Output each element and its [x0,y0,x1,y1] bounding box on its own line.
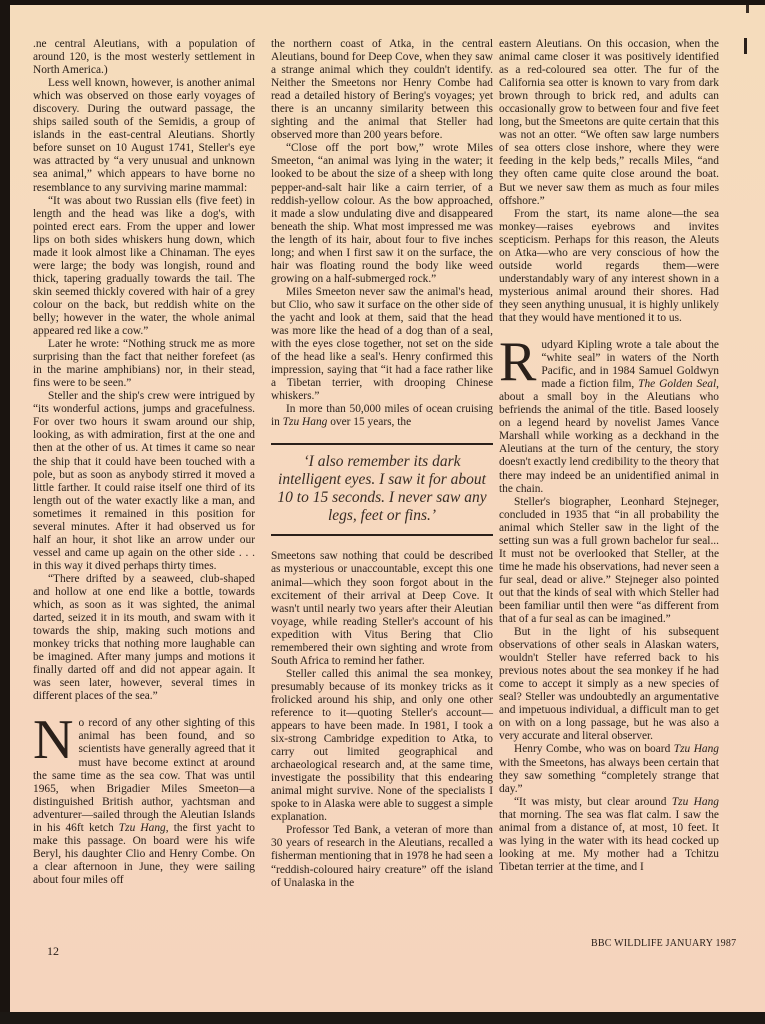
paragraph: Later he wrote: “Nothing struck me as more surprising than the fact that neither forefeet (as in the marine amphibians) nor, in their stead, fins were to be seen.” [33,338,255,390]
paragraph: Steller and the ship's crew were intrigued by “its wonderful actions, jumps and gracefulness. For over two hours it swam around our ship, looking, as with admiration, first at the one and then at the other of us. At times it came so near the ship that it could have been touched with a pole, but as soon as anybody stirred it moved a little farther. It could raise itself one third of its length out of the water exactly like a man, and sometimes it remained in this position for several minutes. After it had observed us for half an hour, it shot like an arrow under our vessel and came up again on the other side . . . in this way it dived perhaps thirty times. [33,390,255,572]
paragraph-dropcap [499,331,719,496]
page-edge-mark [746,5,749,13]
article-column-3 [499,38,719,874]
paragraph-text: , about a small boy in the Aleutians who befriends the animal of the title. Based loosely on a legend heard by novelist James Vance Marshall while working as a deckhand in the Aleutians at the turn of the century, the story doesn't exactly lend credibility to the theory that there may indeed be an unidentified animal in the chain. [499,378,719,495]
paragraph-text: In more than 50,000 miles of ocean cruising in [271,403,493,429]
paragraph: Steller called this animal the sea monkey, presumably because of its monkey tricks as it frolicked around his ship, and only one other reference to it—quoting Steller's account—appears to have been made. In 1981, I took a six-strong Cambridge expedition to Atka, to carry out limited geographical and archaeological research and, at the same time, investigate the possibility that this endearing animal might survive. None of the specialists I spoke to in Alaska were able to suggest a simple explanation. [271,667,493,824]
paragraph-text: Henry Combe, who was on board [514,743,674,756]
ship-name: Tzu Hang [118,821,166,834]
ship-name: Tzu Hang [673,743,720,756]
scan-background [0,1012,765,1024]
paragraph-text: over 15 years, the [327,416,412,429]
paragraph [499,743,719,795]
paragraph: “Close off the port bow,” wrote Miles Smeeton, “an animal was lying in the water; it looked to be about the size of a sheep with long pepper-and-salt hair like a cairn terrier, of a reddish-yellow colour. As the bow approached, it made a slow undulating dive and disappeared beneath the ship. What most impressed me was the length of its hair, about four to five inches long; and when I first saw it on the surface, the hair was floating round the body like weed growing on a half-submerged rock.” [271,142,493,285]
paragraph: Miles Smeeton never saw the animal's head, but Clio, who saw it surface on the other side of the yacht and look at them, said that the head was more like the head of a dog than of a seal, with the eyes close together, not set on the side of the head like a seal's. Henry confirmed this impression, saying that “it had a face rather like a Tibetan terrier, with drooping Chinese whiskers.” [271,285,493,403]
paragraph: Smeetons saw nothing that could be described as mysterious or unaccountable, except this one animal—which they soon forgot about in the excitement of their arrival at Deep Cove. It wasn't until nearly two years after their Aleutian voyage, while reading Steller's account of his expedition with Vitus Bering that Clio remembered their own sighting and wrote from South Africa to remind her father. [271,550,493,667]
article-column-1 [33,38,255,887]
paragraph: Steller's biographer, Leonhard Stejneger, concluded in 1935 that “in all probability the animal which Steller saw in the light of the setting sun was a full grown bachelor fur seal... It must not be overlooked that Steller, at the time he made his observations, had never seen a fur seal, dead or alive.” Stejneger also pointed out that the kinds of seal with which Steller had been familiar until then were “as different from that of a fur seal as can be imagined.” [499,495,719,626]
paragraph [499,796,719,874]
ship-name: Tzu Hang [282,416,328,429]
film-title: The Golden Seal [638,378,717,391]
pull-quote: ‘I also remember its dark intelligent eyes. I saw it for about 10 to 15 seconds. I never saw any legs, feet or fins.’ [271,443,493,536]
page-edge-mark [744,38,747,54]
paragraph-text: with the Smeetons, has always been certain that they saw something “completely strange that day.” [499,756,719,795]
paragraph: “It was about two Russian ells (five feet) in length and the head was like a dog's, with pointed erect ears. From the upper and lower lips on both sides whiskers hung down, which made it look almost like a Chinaman. The eyes were large; the body was longish, round and thick, tapering gradually towards the tail. The skin seemed thickly covered with hair of a grey colour on the back, but reddish white on the belly; however in the water, the whole animal appeared red like a cow.” [33,194,255,338]
paragraph: Professor Ted Bank, a veteran of more than 30 years of research in the Aleutians, recalled a fisherman mentioning that in 1978 he had seen a “reddish-coloured hairy creature” off the island of Unalaska in the [271,824,493,889]
ship-name: Tzu Hang [671,795,719,808]
paragraph: From the start, its name alone—the sea monkey—raises eyebrows and invites scepticism. Perhaps for this reason, the Aleuts on Atka—who are very conscious of how the outside world regards them—were understandably wary of any interest shown in a mysterious animal around their shores. Had they seen anything unusual, it is highly unlikely that they would have mentioned it to us. [499,207,719,324]
article-column-2 [271,38,493,890]
paragraph: Less well known, however, is another animal which was observed on those early voyages of discovery. During the outward passage, the ships sailed south of the Semidis, a group of islands in the east-central Aleutians. Shortly before sunset on 10 August 1741, Steller's eye was attracted by “a very unusual and unknown sea animal,” which appears to have borne no resemblance to any surviving marine mammal: [33,77,255,194]
publication-footer: BBC WILDLIFE JANUARY 1987 [591,938,737,949]
paragraph-text: o record of any other sighting of this animal has been found, and so scientists have generally agreed that it must have become extinct at around the same time as the sea cow. That was until 1965, when Brigadier Miles Smeeton—a distinguished British author, yachtsman and adventurer—sailed through the Aleutian Islands in his 46ft ketch [33,717,255,834]
paragraph: eastern Aleutians. On this occasion, when the animal came closer it was positively identified as a red-coloured sea otter. The fur of the California sea otter is known to vary from dark brown through to brick red, and adults can occasionally grow to between four and five feet long, but the Smeetons are quite certain that this was not an otter. “We often saw large numbers of sea otters close inshore, where they were feeding in the kelp beds,” recalls Miles, “and they often came quite close around the boat. But we never saw them as much as four miles offshore.” [499,38,719,207]
paragraph-dropcap [33,709,255,887]
paragraph: But in the light of his subsequent observations of other seals in Alaskan waters, wouldn't Steller have referred back to his previous notes about the sea monkey if he had come to accept it simply as a new species of seal? Steller was undoubtedly an argumentative and impetuous individual, a difficult man to get on with on a long passage, but he was also a very accurate and literal observer. [499,626,719,743]
paragraph-text: , the first yacht to make this passage. On board were his wife Beryl, his daughter Clio and Henry Combe. On a clear afternoon in June, they were sailing about four miles off [33,821,255,886]
page-number: 12 [47,944,59,958]
paragraph: the northern coast of Atka, in the central Aleutians, bound for Deep Cove, when they saw a strange animal which they couldn't identify. Neither the Smeetons nor Henry Combe had read a detailed history of Bering's voyages; yet there is an uncanny similarity between this sighting and the animal that Steller had observed more than 200 years before. [271,38,493,142]
paragraph [271,403,493,429]
paragraph: “There drifted by a seaweed, club-shaped and hollow at one end like a bottle, towards which, as soon as it was sighted, the animal darted, seized it in its mouth, and swam with it towards the ship, making such motions and monkey tricks that nothing more laughable can be imagined. After many jumps and motions it finally darted off and did not appear again. It was seen later, however, several times in different places of the sea.” [33,572,255,703]
drop-cap: N [33,709,74,772]
paragraph: .ne central Aleutians, with a population of around 120, is the most westerly settlement in North America.) [33,38,255,77]
paragraph-text: “It was misty, but clear around [514,795,672,808]
paragraph-text: udyard Kipling wrote a tale about the “white seal” in waters of the North Pacific, and in 1984 Samuel Goldwyn made a fiction film, [541,339,719,391]
drop-cap: R [499,331,537,394]
paragraph-text: that morning. The sea was flat calm. I saw the animal from a distance of, at most, 10 feet. It was lying in the water with its head cocked up looking at me. My mother had a Tchitzu Tibetan terrier at the time, and I [499,808,719,873]
